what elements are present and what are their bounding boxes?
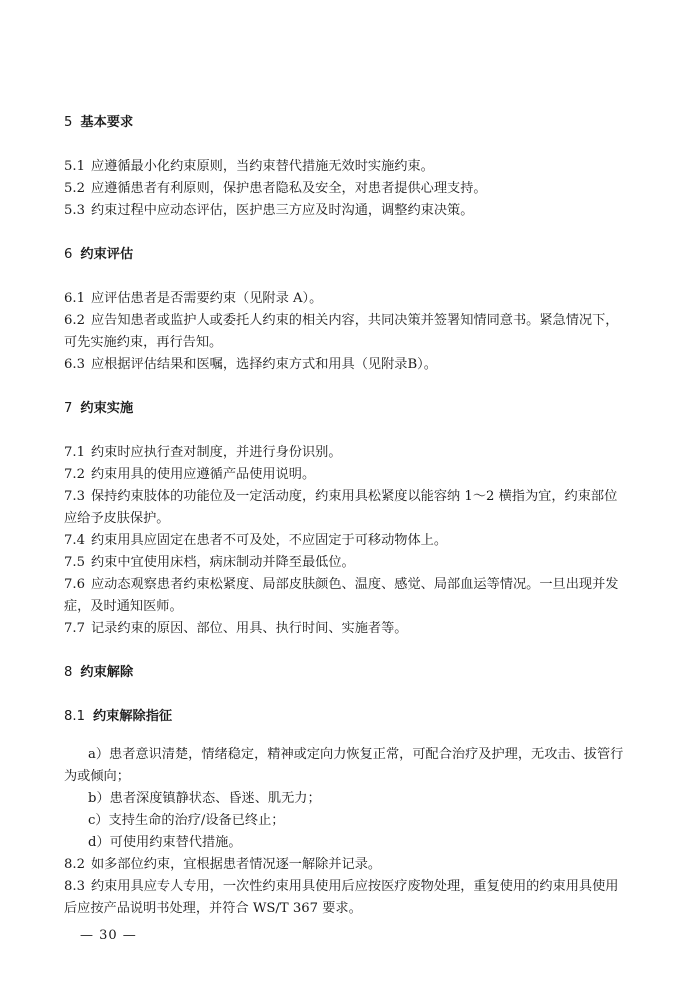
clause-7-6: 7.6 应动态观察患者约束松紧度、局部皮肤颜色、温度、感觉、局部血运等情况。一旦出现并发症，及时通知医师。 [64, 577, 619, 614]
section-5 [64, 112, 624, 222]
clause-6-2: 6.2 应告知患者或监护人或委托人约束的相关内容，共同决策并签署知情同意书。紧急情况下，可先实施约束，再行告知。 [64, 313, 619, 350]
section-heading: 5 基本要求 [64, 115, 134, 130]
clause-8-3: 8.3 约束用具应专人专用，一次性约束用具使用后应按医疗废物处理，重复使用的约束用具使用后应按产品说明书处理，并符合 WS/T 367 要求。 [64, 879, 619, 916]
section-7 [64, 398, 624, 640]
clause-7-2: 7.2 约束用具的使用应遵循产品使用说明。 [64, 467, 316, 482]
clause-7-1: 7.1 约束时应执行查对制度，并进行身份识别。 [64, 445, 342, 460]
clause-7-3: 7.3 保持约束肢体的功能位及一定活动度，约束用具松紧度以能容纳 1～2 横指为宜，约束部位应给予皮肤保护。 [64, 489, 618, 526]
section-8 [64, 662, 624, 920]
list-item-b: b）患者深度镇静状态、昏迷、肌无力； [88, 791, 321, 806]
clause-7-5: 7.5 约束中宜使用床档，病床制动并降至最低位。 [64, 555, 355, 570]
clause-7-7: 7.7 记录约束的原因、部位、用具、执行时间、实施者等。 [64, 621, 408, 636]
list-item-d: d）可使用约束替代措施。 [88, 835, 242, 850]
clause-7-4: 7.4 约束用具应固定在患者不可及处，不应固定于可移动物体上。 [64, 533, 448, 548]
page-number: — 30 — [80, 928, 137, 943]
section-heading: 8 约束解除 [64, 665, 134, 680]
clause-6-3: 6.3 应根据评估结果和医嘱，选择约束方式和用具（见附录B）。 [64, 357, 437, 372]
clause-5-3: 5.3 约束过程中应动态评估，医护患三方应及时沟通，调整约束决策。 [64, 203, 474, 218]
clause-5-2: 5.2 应遵循患者有利原则，保护患者隐私及安全，对患者提供心理支持。 [64, 181, 487, 196]
document-body [64, 112, 624, 942]
clause-5-1: 5.1 应遵循最小化约束原则，当约束替代措施无效时实施约束。 [64, 159, 434, 174]
subsection-heading-8-1: 8.1 约束解除指征 [64, 709, 173, 724]
section-heading: 7 约束实施 [64, 401, 134, 416]
list-item-c: c）支持生命的治疗/设备已终止； [88, 813, 285, 828]
list-item-a: a）患者意识清楚，情绪稳定，精神或定向力恢复正常，可配合治疗及护理，无攻击、拔管行为或倾向； [64, 747, 624, 784]
clause-8-2: 8.2 如多部位约束，宜根据患者情况逐一解除并记录。 [64, 857, 382, 872]
section-6 [64, 244, 624, 376]
section-heading: 6 约束评估 [64, 247, 134, 262]
clause-6-1: 6.1 应评估患者是否需要约束（见附录 A）。 [64, 291, 323, 306]
